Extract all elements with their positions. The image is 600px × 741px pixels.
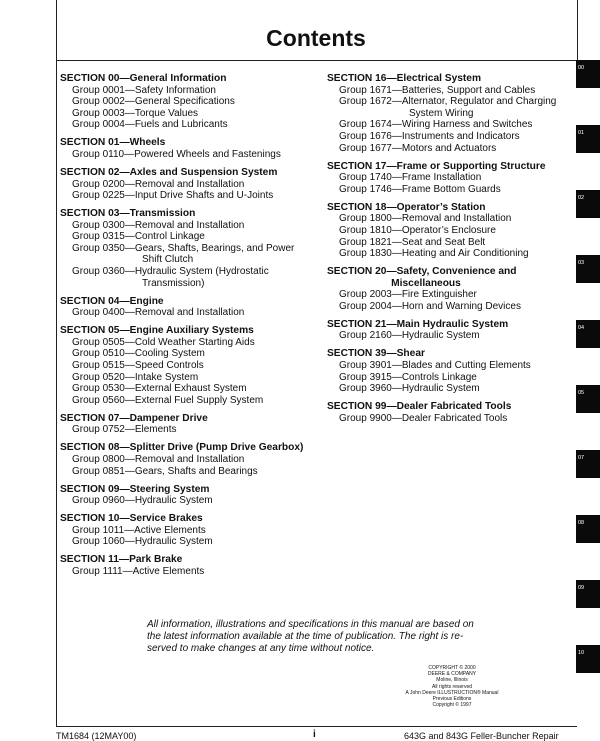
section-tab-02[interactable] [576,190,600,218]
toc-section-18 [327,202,565,260]
toc-section-11 [60,554,322,577]
toc-left-column [60,73,322,584]
section-title[interactable]: SECTION 10—Service Brakes [60,513,203,525]
section-title[interactable]: SECTION 03—Transmission [60,208,196,220]
group-entry[interactable]: Group 1060—Hydraulic System [72,536,213,548]
group-entry[interactable]: Group 3901—Blades and Cutting Elements [339,360,531,372]
copyright-line: Copyright © 1997 [432,702,472,709]
toc-right-column [327,73,565,431]
page-title: Contents [266,25,366,51]
section-title[interactable]: SECTION 18—Operator’s Station [327,201,486,213]
group-entry[interactable]: Group 0510—Cooling System [72,348,205,360]
section-title[interactable]: SECTION 99—Dealer Fabricated Tools [327,401,512,413]
footer-manual-title: 643G and 843G Feller-Buncher Repair [404,731,559,741]
toc-section-02 [60,167,322,202]
section-tab-label: 00 [578,65,585,71]
disclaimer-note [147,619,487,654]
group-entry[interactable] [60,266,322,289]
toc-section-20 [327,266,565,312]
group-entry[interactable]: Group 1674—Wiring Harness and Switches [339,119,533,131]
toc-section-05 [60,325,322,406]
section-tabs [576,60,600,726]
section-title[interactable]: SECTION 05—Engine Auxiliary Systems [60,325,254,337]
section-tab-label: 10 [578,650,585,656]
group-entry[interactable]: Group 0752—Elements [72,424,177,436]
title-rule [56,60,577,61]
copyright-line: All rights reserved [431,683,472,690]
section-tab-label: 01 [578,130,585,136]
section-title[interactable]: SECTION 21—Main Hydraulic System [327,318,509,330]
group-entry-text: Group 0350—Gears, Shafts, Bearings, and Power [72,242,295,254]
group-entry[interactable]: Group 1677—Motors and Actuators [339,142,497,154]
section-tab-05[interactable] [576,385,600,413]
section-tab-03[interactable] [576,255,600,283]
group-entry[interactable]: Group 0560—External Fuel Supply System [72,394,264,406]
group-entry[interactable]: Group 0800—Removal and Installation [72,453,245,465]
toc-section-07 [60,413,322,436]
section-tab-01[interactable] [576,125,600,153]
section-tab-07[interactable] [576,450,600,478]
toc-section-16 [327,73,565,154]
section-tab-label: 08 [578,520,585,526]
toc-section-99 [327,401,565,424]
group-entry[interactable]: Group 0003—Torque Values [72,107,199,119]
group-entry[interactable]: Group 1800—Removal and Installation [339,213,512,225]
section-tab-10[interactable] [576,645,600,673]
section-tab-04[interactable] [576,320,600,348]
group-entry[interactable]: Group 1830—Heating and Air Conditioning [339,248,529,260]
group-entry-continuation: Shift Clutch [142,254,194,266]
section-tab-label: 04 [578,325,585,331]
copyright-line: A John Deere ILLUSTRUCTION® Manual [405,689,499,696]
footer-doc-id: TM1684 (12MAY00) [56,731,137,741]
toc-section-21 [327,319,565,342]
section-title[interactable]: SECTION 39—Shear [327,348,425,360]
copyright-line: DEERE & COMPANY [427,671,477,678]
copyright-block [362,665,542,708]
section-title[interactable]: SECTION 00—General Information [60,73,227,84]
group-entry[interactable]: Group 0225—Input Drive Shafts and U-Joints [72,190,274,202]
toc-section-03 [60,208,322,289]
footer-page-number: i [313,729,316,740]
section-tab-label: 05 [578,390,585,396]
toc-section-04 [60,296,322,319]
copyright-line: COPYRIGHT © 2000 [428,665,476,671]
toc-section-09 [60,484,322,507]
group-entry[interactable]: Group 2003—Fire Extinguisher [339,289,477,301]
group-entry[interactable]: Group 1746—Frame Bottom Guards [339,183,501,195]
group-entry[interactable]: Group 2004—Horn and Warning Devices [339,300,521,312]
group-entry[interactable]: Group 0110—Powered Wheels and Fastenings [72,148,281,160]
group-entry-text: Group 1672—Alternator, Regulator and Charging [339,96,557,108]
section-tab-label: 02 [578,195,585,201]
group-entry-text: Group 0360—Hydraulic System (Hydrostatic [72,266,269,278]
group-entry[interactable]: Group 9900—Dealer Fabricated Tools [339,412,508,424]
toc-section-39 [327,348,565,394]
group-entry[interactable]: Group 0400—Removal and Installation [72,307,245,319]
group-entry[interactable]: Group 1740—Frame Installation [339,172,482,184]
group-entry[interactable]: Group 1011—Active Elements [72,524,206,536]
toc-section-01 [60,137,322,160]
copyright-line: Previous Editions [432,696,472,703]
section-title[interactable]: SECTION 17—Frame or Supporting Structure [327,160,546,172]
disclaimer-line: the latest information available at the time of publication. The right is re- [147,630,464,642]
page-frame-bottom [56,726,577,727]
toc-section-17 [327,161,565,196]
toc-section-08 [60,442,322,477]
section-title[interactable] [327,266,565,289]
section-title[interactable]: SECTION 02—Axles and Suspension System [60,166,278,178]
disclaimer-line: served to make changes at any time without notice. [147,642,375,654]
group-entry[interactable]: Group 0004—Fuels and Lubricants [72,119,228,131]
group-entry[interactable] [327,96,565,119]
section-title[interactable]: SECTION 09—Steering System [60,483,210,495]
group-entry[interactable]: Group 0505—Cold Weather Starting Aids [72,336,255,348]
section-tab-label: 09 [578,585,585,591]
group-entry[interactable]: Group 0300—Removal and Installation [72,219,245,231]
section-tab-09[interactable] [576,580,600,608]
group-entry[interactable] [60,243,322,266]
toc-section-10 [60,513,322,548]
group-entry[interactable]: Group 3915—Controls Linkage [339,371,477,383]
group-entry[interactable]: Group 0851—Gears, Shafts and Bearings [72,465,258,477]
section-title[interactable]: SECTION 16—Electrical System [327,73,482,84]
group-entry[interactable]: Group 0001—Safety Information [72,84,216,96]
group-entry[interactable]: Group 0960—Hydraulic System [72,495,213,507]
section-title[interactable]: SECTION 11—Park Brake [60,554,183,566]
section-title-line2: Miscellaneous [391,277,461,289]
group-entry[interactable]: Group 0200—Removal and Installation [72,178,245,190]
group-entry[interactable]: Group 0520—Intake System [72,371,199,383]
group-entry[interactable]: Group 0002—General Specifications [72,96,235,108]
section-title[interactable]: SECTION 01—Wheels [60,137,166,149]
disclaimer-line: All information, illustrations and specifications in this manual are based on [147,619,474,630]
group-entry[interactable]: Group 1676—Instruments and Indicators [339,130,520,142]
copyright-line: Moline, Illinois [436,677,468,684]
section-tab-08[interactable] [576,515,600,543]
group-entry[interactable]: Group 1111—Active Elements [72,565,205,577]
group-entry[interactable]: Group 1810—Operator’s Enclosure [339,224,496,236]
group-entry[interactable]: Group 1821—Seat and Seat Belt [339,236,486,248]
group-entry[interactable]: Group 3960—Hydraulic System [339,383,480,395]
toc-section-00 [60,73,322,131]
group-entry[interactable]: Group 1671—Batteries, Support and Cables [339,84,536,96]
group-entry[interactable]: Group 0515—Speed Controls [72,360,204,372]
group-entry[interactable]: Group 0530—External Exhaust System [72,383,247,395]
group-entry-continuation: System Wiring [409,107,474,119]
group-entry[interactable]: Group 2160—Hydraulic System [339,330,480,342]
section-tab-00[interactable] [576,60,600,88]
page-frame-left [56,60,57,726]
section-title-line1: SECTION 20—Safety, Convenience and [327,266,517,278]
section-tab-label: 07 [578,455,585,461]
section-tab-label: 03 [578,260,585,266]
section-title[interactable]: SECTION 08—Splitter Drive (Pump Drive Gearbox) [60,442,304,454]
section-title[interactable]: SECTION 07—Dampener Drive [60,412,208,424]
group-entry[interactable]: Group 0315—Control Linkage [72,231,205,243]
group-entry-continuation: Transmission) [142,277,205,289]
section-title[interactable]: SECTION 04—Engine [60,295,164,307]
